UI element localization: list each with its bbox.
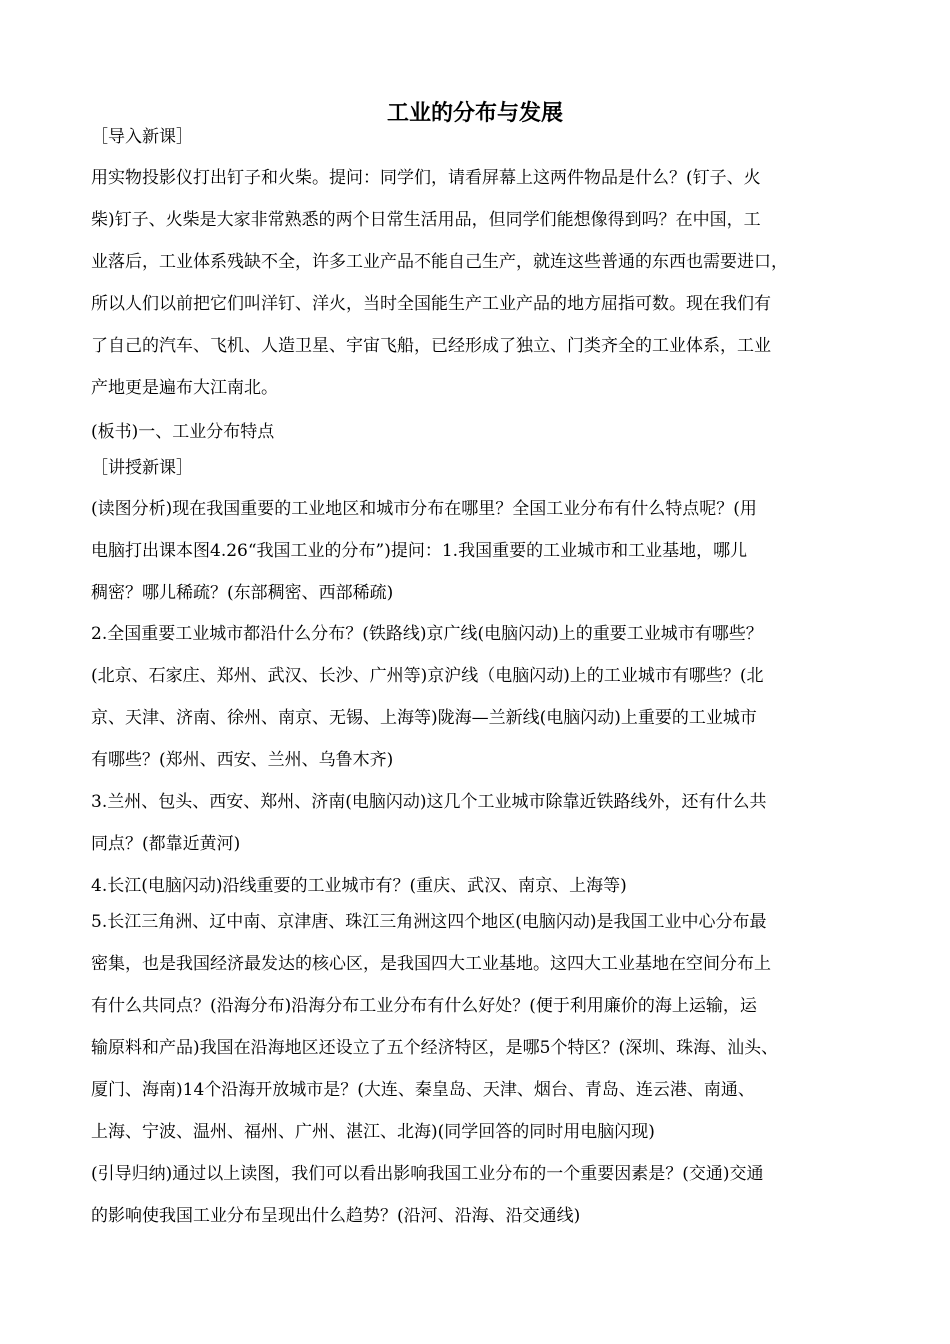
- text-line: (读图分析)现在我国重要的工业地区和城市分布在哪里？全国工业分布有什么特点呢？(用: [91, 499, 757, 519]
- text-line: 有什么共同点？(沿海分布)沿海分布工业分布有什么好处？(便于利用廉价的海上运输，运: [91, 996, 757, 1016]
- page-title: 工业的分布与发展: [386, 101, 563, 126]
- text-line: 柴)钉子、火柴是大家非常熟悉的两个日常生活用品，但同学们能想像得到吗？在中国，工: [91, 210, 761, 230]
- text-line: 稠密？哪儿稀疏？(东部稠密、西部稀疏): [91, 583, 394, 603]
- text-line: 4.长江(电脑闪动)沿线重要的工业城市有？(重庆、武汉、南京、上海等): [91, 876, 627, 896]
- board-note: (板书)一、工业分布特点: [91, 422, 275, 442]
- text-line: 所以人们以前把它们叫洋钉、洋火，当时全国能生产工业产品的地方屈指可数。现在我们有: [91, 294, 771, 314]
- text-line: 电脑打出课本图4.26“我国工业的分布”)提问：1.我国重要的工业城市和工业基地，哪儿: [91, 541, 748, 561]
- text-line: 2.全国重要工业城市都沿什么分布？(铁路线)京广线(电脑闪动)上的重要工业城市有哪些？: [91, 624, 763, 644]
- text-line: (引导归纳)通过以上读图，我们可以看出影响我国工业分布的一个重要因素是？(交通)交通: [91, 1164, 764, 1184]
- text-line: 的影响使我国工业分布呈现出什么趋势？(沿河、沿海、沿交通线): [91, 1206, 581, 1226]
- text-line: 京、天津、济南、徐州、南京、无锡、上海等)陇海—兰新线(电脑闪动)上重要的工业城市: [91, 708, 757, 728]
- section-heading-lecture: ［讲授新课］: [91, 458, 193, 478]
- text-line: 用实物投影仪打出钉子和火柴。提问：同学们，请看屏幕上这两件物品是什么？(钉子、火: [91, 168, 761, 188]
- text-line: 5.长江三角洲、辽中南、京津唐、珠江三角洲这四个地区(电脑闪动)是我国工业中心分布最: [91, 912, 767, 932]
- text-line: 有哪些？(郑州、西安、兰州、乌鲁木齐): [91, 750, 394, 770]
- text-line: 了自己的汽车、飞机、人造卫星、宇宙飞船，已经形成了独立、门类齐全的工业体系，工业: [91, 336, 771, 356]
- text-line: 同点？(都靠近黄河): [91, 834, 241, 854]
- text-line: 3.兰州、包头、西安、郑州、济南(电脑闪动)这几个工业城市除靠近铁路线外，还有什么共: [91, 792, 767, 812]
- section-heading-intro: ［导入新课］: [91, 127, 193, 147]
- text-line: 产地更是遍布大江南北。: [91, 378, 278, 398]
- text-line: 厦门、海南)14个沿海开放城市是？(大连、秦皇岛、天津、烟台、青岛、连云港、南通、: [91, 1080, 755, 1100]
- text-line: (北京、石家庄、郑州、武汉、长沙、广州等)京沪线（电脑闪动)上的工业城市有哪些？(北: [91, 666, 764, 686]
- text-line: 上海、宁波、温州、福州、广州、湛江、北海)(同学回答的同时用电脑闪现): [91, 1122, 655, 1142]
- text-line: 业落后，工业体系残缺不全，许多工业产品不能自己生产，就连这些普通的东西也需要进口，: [91, 252, 788, 272]
- text-line: 输原料和产品)我国在沿海地区还设立了五个经济特区，是哪5个特区？(深圳、珠海、汕头、: [91, 1038, 779, 1058]
- text-line: 密集，也是我国经济最发达的核心区，是我国四大工业基地。这四大工业基地在空间分布上: [91, 954, 771, 974]
